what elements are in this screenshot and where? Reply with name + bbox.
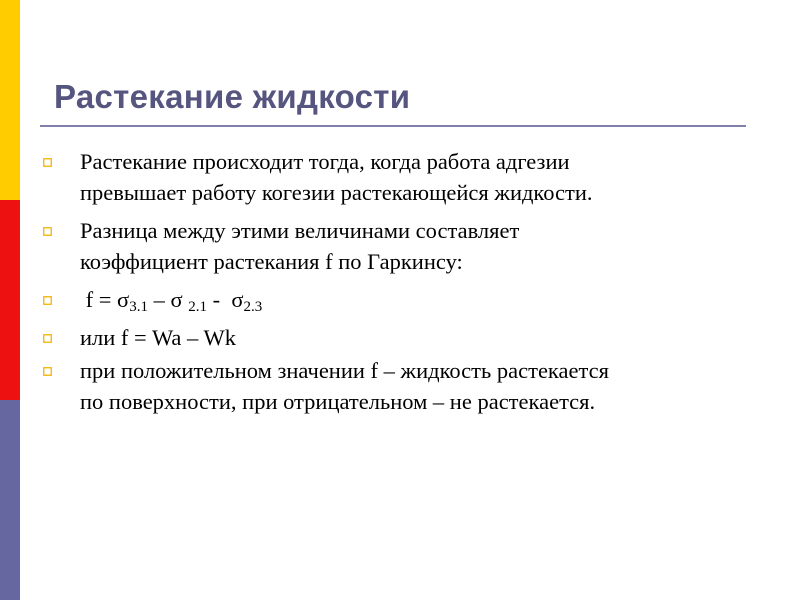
hollow-square-bullet-icon xyxy=(43,158,52,167)
hollow-square-bullet-icon xyxy=(43,367,52,376)
formula-operator-1: – σ xyxy=(147,287,189,312)
formula-operator-2: - σ xyxy=(206,287,244,312)
bullet-5-line-1: при положительном значении f – жидкость растекается xyxy=(80,358,609,383)
bullet-4-text: или f = Wa – Wk xyxy=(80,325,236,350)
left-accent-bar xyxy=(0,0,20,600)
bullet-item-2 xyxy=(40,215,750,277)
bullet-2-line-1: Разница между этими величинами составляет xyxy=(80,218,520,243)
bullet-item-1 xyxy=(40,146,750,208)
accent-bar-red xyxy=(0,200,20,400)
formula-subscript-2: 2.1 xyxy=(188,299,207,315)
formula-subscript-3: 2.3 xyxy=(243,299,263,315)
bullet-item-5 xyxy=(40,355,750,417)
bullet-1-line-1: Растекание происходит тогда, когда работа адгезии xyxy=(80,149,570,174)
formula-prefix: f = σ xyxy=(80,287,130,312)
slide-title: Растекание жидкости xyxy=(54,78,411,115)
hollow-square-bullet-icon xyxy=(43,334,52,343)
bullet-item-3 xyxy=(40,284,750,315)
accent-bar-blue xyxy=(0,400,20,600)
bullet-5-line-2: по поверхности, при отрицательном – не растекается. xyxy=(80,389,596,414)
bullet-1-line-2: превышает работу когезии растекающейся жидкости. xyxy=(80,180,593,205)
bullet-list xyxy=(40,146,750,424)
hollow-square-bullet-icon xyxy=(43,227,52,236)
formula-subscript-1: 3.1 xyxy=(129,299,148,315)
formula xyxy=(80,287,263,315)
accent-bar-yellow xyxy=(0,0,20,200)
bullet-2-line-2: коэффициент растекания f по Гаркинсу: xyxy=(80,249,463,274)
hollow-square-bullet-icon xyxy=(43,296,52,305)
title-divider xyxy=(40,125,746,127)
bullet-item-4 xyxy=(40,322,750,353)
